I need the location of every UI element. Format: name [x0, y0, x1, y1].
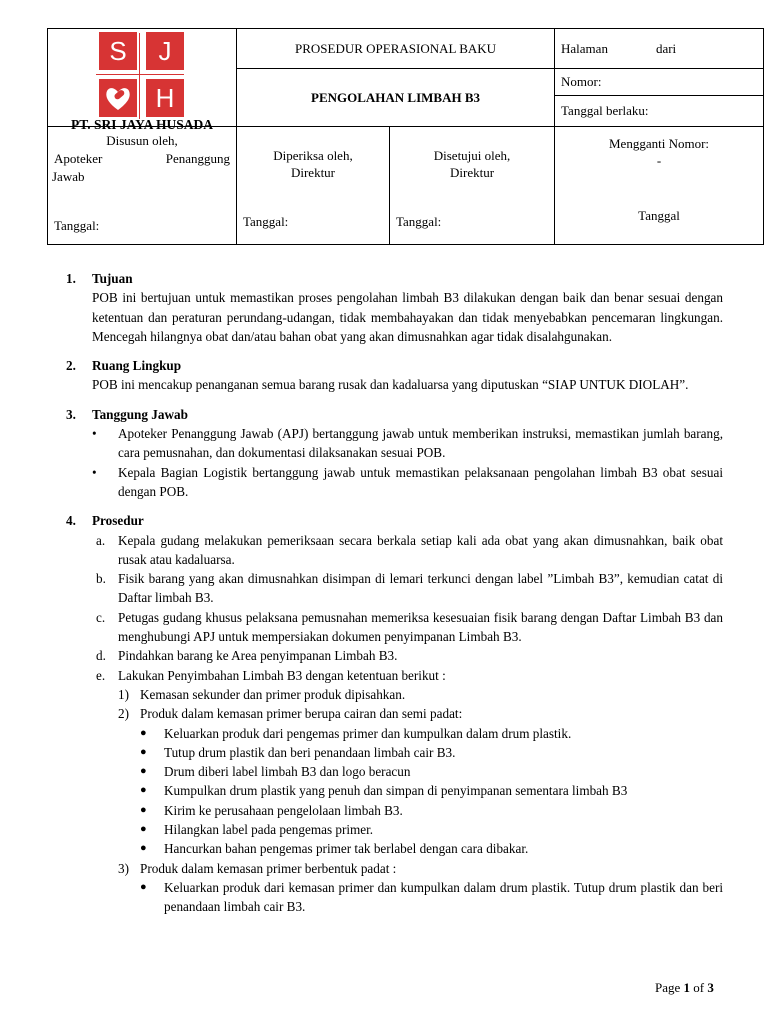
document-header-table [47, 28, 764, 245]
page-footer: Page 1 of 3 [655, 980, 714, 995]
logo-divider-horizontal [96, 74, 184, 75]
disetujui-label: Disetujui oleh, [433, 148, 511, 163]
section-tanggung-jawab-heading: 3. Tanggung Jawab [66, 406, 188, 422]
logo-divider-vertical [139, 33, 140, 119]
disetujui-date: Tanggal: [396, 214, 442, 229]
halaman-label: Halaman [561, 40, 608, 56]
disusun-date: Tanggal: [54, 218, 100, 233]
mengganti-value: - [656, 153, 662, 168]
mengganti-cell [555, 127, 764, 245]
doc-title: PENGOLAHAN LIMBAH B3 [237, 69, 555, 127]
diperiksa-label: Diperiksa oleh, [273, 148, 353, 163]
list-item: ● Hilangkan label pada pengemas primer. [140, 822, 374, 838]
disusun-cell [48, 127, 237, 245]
diperiksa-cell [237, 127, 390, 245]
list-item: ● Drum diberi label limbah B3 dan logo beracun [140, 764, 411, 780]
list-item: ● Hancurkan bahan pengemas primer tak berlabel dengan cara dibakar. [140, 841, 529, 857]
logo-heart-pill-icon [99, 79, 137, 117]
list-item: ● Kirim ke perusahaan pengelolaan limbah B3. [140, 802, 403, 818]
company-logo-cell [48, 29, 237, 132]
disusun-role: Apoteker Penanggung [54, 151, 230, 166]
list-item: 2) Produk dalam kemasan primer berupa cairan dan semi padat: [118, 706, 463, 722]
list-item: • Apoteker Penanggung Jawab (APJ) bertanggung jawab untuk memberikan instruksi, memastikan jumlah barang, cara pemusnahan, dan dokumentasi dilaksanakan sesuai POB. [92, 426, 723, 461]
company-name: PT. SRI JAYA HUSADA [70, 117, 214, 132]
logo-j-block: J [146, 32, 184, 70]
mengganti-date: Tanggal [638, 208, 680, 223]
list-item: 3) Produk dalam kemasan primer berbentuk padat : [118, 860, 397, 876]
section-tujuan-text: POB ini bertujuan untuk memastikan proses pengolahan limbah B3 dilakukan dengan baik dan benar sesuai dengan ketentuan dan peraturan perundang-udangan, tidak membahayakan dan tidak menyebabkan pencemaran lingkungan. Mencegah hilangnya obat dan/atau bahan obat yang akan dimusnahkan agar tidak disalahgunakan. [92, 290, 723, 344]
list-item: ● Keluarkan produk dari kemasan primer dan kumpulkan dalam drum plastik. Tutup drum plastik dan beri penandaan limbah cair B3. [140, 879, 723, 915]
list-item: d. Pindahkan barang ke Area penyimpanan Limbah B3. [96, 648, 398, 664]
disusun-role-cont: Jawab [52, 169, 85, 184]
list-item: • Kepala Bagian Logistik bertanggung jawab untuk memastikan pelaksanaan pengolahan limbah B3 obat sesuai dengan POB. [92, 464, 723, 499]
list-item: ● Kumpulkan drum plastik yang penuh dan simpan di penyimpanan sementara limbah B3 [140, 783, 628, 799]
tanggal-berlaku-cell: Tanggal berlaku: [555, 96, 764, 127]
list-item: e. Lakukan Penyimbahan Limbah B3 dengan ketentuan berikut : [96, 667, 446, 683]
section-ruang-lingkup-text: POB ini mencakup penanganan semua barang rusak dan kadaluarsa yang diputuskan “SIAP UNTUK DIOLAH”. [92, 377, 689, 393]
diperiksa-date: Tanggal: [243, 214, 289, 229]
list-item: 1) Kemasan sekunder dan primer produk dipisahkan. [118, 686, 406, 702]
section-tujuan-heading: 1. Tujuan [66, 271, 133, 286]
disetujui-cell [390, 127, 555, 245]
list-item: a. Kepala gudang melakukan pemeriksaan secara berkala setiap kali ada obat yang akan dimusnahkan, baik obat rusak atau kadaluarsa. [96, 532, 723, 567]
page-count-cell [555, 29, 764, 69]
list-item: c. Petugas gudang khusus pelaksana pemusnahan memeriksa kesesuaian fisik barang dengan Daftar Limbah B3 dan menghubungi APJ untuk mempersiakan dokumen penyimpanan Limbah B3. [96, 609, 723, 645]
diperiksa-role: Direktur [290, 165, 336, 180]
logo-h-block: H [146, 79, 184, 117]
doc-type: PROSEDUR OPERASIONAL BAKU [237, 29, 555, 69]
section-ruang-lingkup-heading: 2. Ruang Lingkup [66, 358, 182, 374]
nomor-cell: Nomor: [555, 69, 764, 96]
dari-label: dari [655, 40, 677, 56]
disusun-label: Disusun oleh, [106, 133, 178, 148]
list-item: ● Keluarkan produk dari pengemas primer dan kumpulkan dalam drum plastik. [140, 725, 572, 741]
list-item: b. Fisik barang yang akan dimusnahkan disimpan di lemari terkunci dengan label ”Limbah B3”, kemudian catat di Daftar limbah B3. [96, 571, 723, 606]
mengganti-label: Mengganti Nomor: [609, 136, 710, 151]
disetujui-role: Direktur [449, 165, 495, 180]
section-prosedur-heading: 4. Prosedur [66, 513, 144, 529]
logo-s-block: S [99, 32, 137, 70]
list-item: ● Tutup drum plastik dan beri penandaan limbah cair B3. [140, 744, 456, 760]
document-body [66, 269, 723, 917]
